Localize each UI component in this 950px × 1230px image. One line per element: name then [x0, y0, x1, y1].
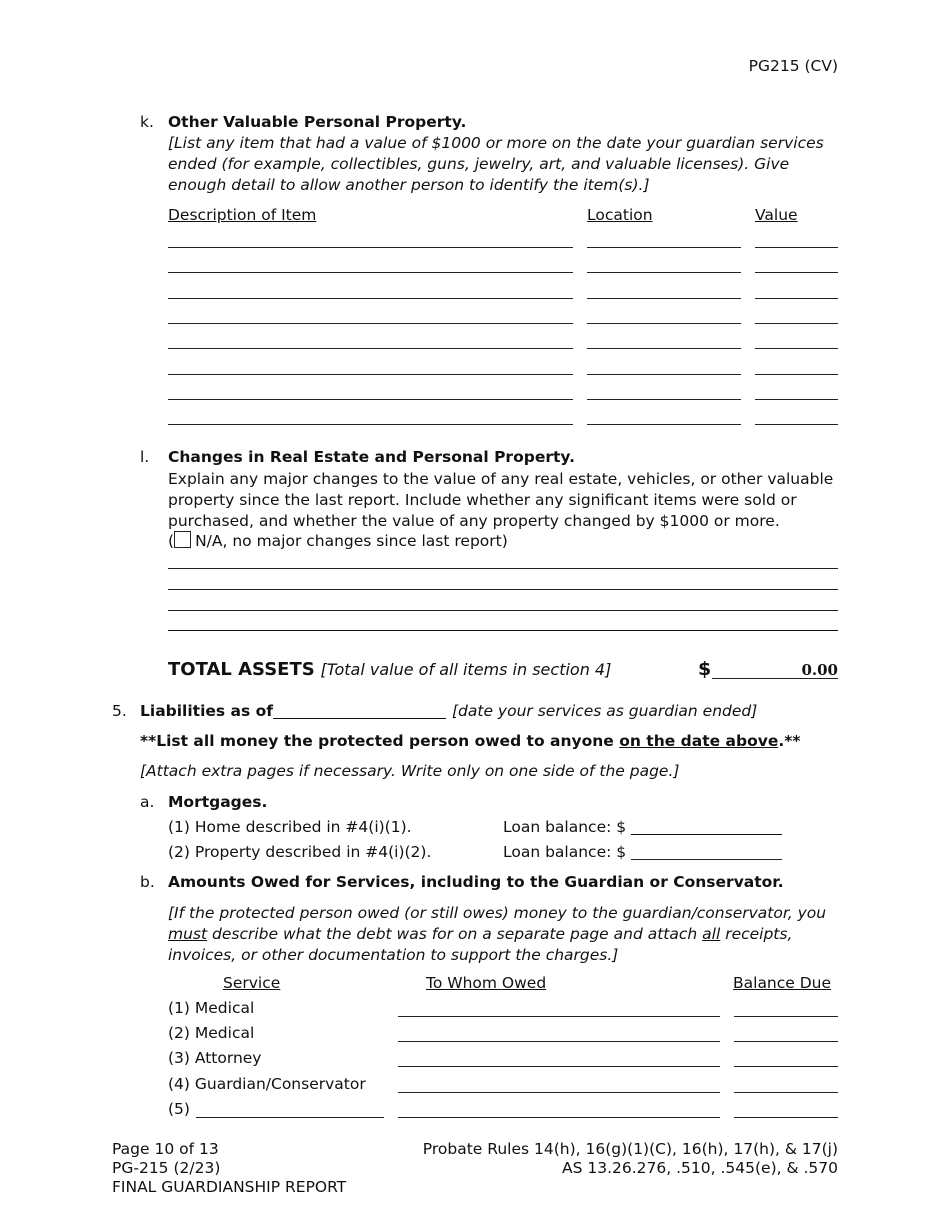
na-option: [168, 531, 508, 550]
item-location-line[interactable]: [587, 298, 741, 299]
footer-form-version: PG-215 (2/23): [112, 1159, 221, 1177]
item-description-line[interactable]: [168, 298, 573, 299]
to-whom-owed-line[interactable]: [398, 1092, 720, 1093]
mortgage-1-balance-label: Loan balance: $: [503, 818, 627, 836]
footer-left: [112, 1140, 346, 1197]
item-description-line[interactable]: [168, 399, 573, 400]
na-label: N/A, no major changes since last report): [195, 532, 508, 550]
service-label: (2) Medical: [168, 1024, 255, 1043]
balance-due-line[interactable]: [734, 1016, 838, 1017]
section-l-body: Explain any major changes to the value of any real estate, vehicles, or other valuable property since the last report. Include whether any significant items were sold or purchased, and whether the value of any property changed by $1000 or more.: [168, 470, 834, 530]
mortgage-1-label: (1) Home described in #4(i)(1).: [168, 818, 412, 836]
note-all: all: [702, 925, 721, 943]
explanation-line[interactable]: [168, 630, 838, 631]
footer-probate-rules: Probate Rules 14(h), 16(g)(1)(C), 16(h), 17(h), & 17(j): [422, 1140, 838, 1158]
footer-statutes: AS 13.26.276, .510, .545(e), & .570: [562, 1159, 838, 1177]
column-header-to-whom-owed: To Whom Owed: [426, 974, 547, 992]
item-value-line[interactable]: [755, 374, 838, 375]
list-all-money-instruction: [140, 732, 800, 750]
column-header-service: Service: [223, 974, 281, 992]
section-b-note: [168, 903, 843, 966]
service-label: (4) Guardian/Conservator: [168, 1074, 366, 1093]
form-code: PG215 (CV): [748, 57, 838, 75]
section-b-letter: b.: [140, 873, 155, 891]
section-l-letter: l.: [140, 448, 150, 466]
explanation-line[interactable]: [168, 610, 838, 611]
section-5-number: 5.: [112, 702, 127, 720]
item-location-line[interactable]: [587, 323, 741, 324]
section-5-title: Liabilities as of: [140, 702, 274, 720]
balance-due-line[interactable]: [734, 1117, 838, 1118]
note-must: must: [168, 925, 208, 943]
column-header-description: Description of Item: [168, 206, 317, 224]
mortgage-2-balance-field[interactable]: [631, 859, 782, 860]
list-suffix: .**: [778, 732, 801, 750]
balance-due-line[interactable]: [734, 1066, 838, 1067]
item-location-line[interactable]: [587, 247, 741, 248]
column-header-location: Location: [587, 206, 653, 224]
item-value-line[interactable]: [755, 348, 838, 349]
total-assets-value[interactable]: 0.00: [801, 661, 838, 679]
item-description-line[interactable]: [168, 247, 573, 248]
balance-due-line[interactable]: [734, 1092, 838, 1093]
item-location-line[interactable]: [587, 399, 741, 400]
total-assets-currency: $: [698, 658, 712, 680]
section-k-title: Other Valuable Personal Property.: [168, 113, 467, 131]
explanation-line[interactable]: [168, 568, 838, 569]
item-description-line[interactable]: [168, 348, 573, 349]
total-assets-label: TOTAL ASSETS: [168, 659, 315, 680]
item-location-line[interactable]: [587, 424, 741, 425]
other-service-line[interactable]: [196, 1117, 384, 1118]
explanation-line[interactable]: [168, 589, 838, 590]
mortgage-1-balance-field[interactable]: [631, 834, 782, 835]
section-l-title: Changes in Real Estate and Personal Property.: [168, 448, 575, 466]
item-value-line[interactable]: [755, 272, 838, 273]
item-value-line[interactable]: [755, 399, 838, 400]
list-prefix: **List all money the protected person owed to anyone: [140, 732, 620, 750]
footer-right: [423, 1140, 838, 1178]
service-label: (5): [168, 1099, 190, 1118]
item-value-line[interactable]: [755, 424, 838, 425]
section-k-letter: k.: [140, 113, 154, 131]
list-underlined: on the date above: [619, 732, 779, 750]
total-assets-note: [Total value of all items in section 4]: [320, 660, 612, 679]
mortgage-2-label: (2) Property described in #4(i)(2).: [168, 843, 432, 861]
note-part-1: [If the protected person owed (or still owes) money to the guardian/conservator, you: [168, 904, 827, 922]
item-description-line[interactable]: [168, 424, 573, 425]
service-label: (1) Medical: [168, 999, 255, 1017]
item-value-line[interactable]: [755, 247, 838, 248]
item-value-line[interactable]: [755, 298, 838, 299]
column-header-value: Value: [755, 206, 798, 224]
liabilities-date-field[interactable]: [273, 718, 446, 719]
item-location-line[interactable]: [587, 348, 741, 349]
item-description-line[interactable]: [168, 374, 573, 375]
attach-note: [Attach extra pages if necessary. Write only on one side of the page.]: [140, 762, 680, 780]
footer-form-title: FINAL GUARDIANSHIP REPORT: [112, 1178, 347, 1196]
section-a-letter: a.: [140, 793, 155, 811]
to-whom-owed-line[interactable]: [398, 1041, 720, 1042]
item-location-line[interactable]: [587, 374, 741, 375]
section-k-instructions: [List any item that had a value of $1000 or more on the date your guardian services ended (for example, collectibles, guns, jewelry, art, and valuable licenses). Give enough detail to allow another person to identify the item(s).]: [168, 134, 824, 194]
item-description-line[interactable]: [168, 272, 573, 273]
mortgage-2-balance-label: Loan balance: $: [503, 843, 627, 861]
to-whom-owed-line[interactable]: [398, 1066, 720, 1067]
to-whom-owed-line[interactable]: [398, 1016, 720, 1017]
to-whom-owed-line[interactable]: [398, 1117, 720, 1118]
section-a-title: Mortgages.: [168, 793, 268, 811]
note-part-3: receipts, invoices, or other documentation to support the charges.]: [168, 925, 793, 964]
liabilities-date-note: [date your services as guardian ended]: [452, 702, 758, 720]
total-assets-row: [168, 659, 611, 680]
footer-page-number: Page 10 of 13: [112, 1140, 219, 1158]
note-part-2: describe what the debt was for on a separate page and attach: [207, 925, 703, 943]
section-b-title: Amounts Owed for Services, including to the Guardian or Conservator.: [168, 873, 784, 891]
na-checkbox[interactable]: [174, 531, 191, 548]
item-value-line[interactable]: [755, 323, 838, 324]
item-description-line[interactable]: [168, 323, 573, 324]
column-header-balance-due: Balance Due: [733, 974, 832, 992]
na-open-paren: (: [168, 532, 175, 550]
service-label: (3) Attorney: [168, 1049, 262, 1068]
balance-due-line[interactable]: [734, 1041, 838, 1042]
item-location-line[interactable]: [587, 272, 741, 273]
